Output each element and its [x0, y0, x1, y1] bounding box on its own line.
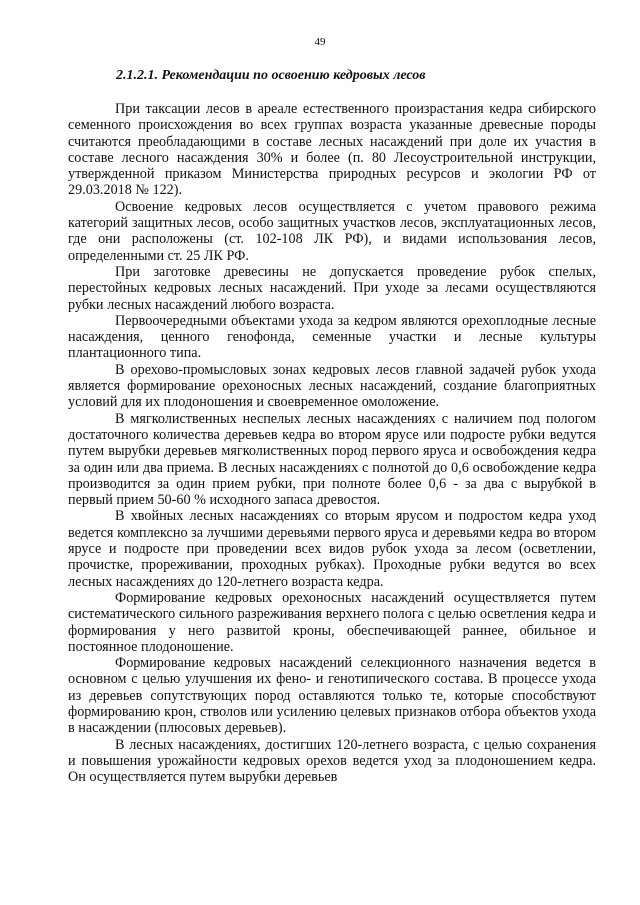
page-number: 49 [314, 36, 326, 48]
paragraph: Первоочередными объектами ухода за кедром являются орехоплодные лесные насаждения, ценного генофонда, семенные участки и лесные культуры плантационного типа. [68, 312, 596, 362]
paragraph: Освоение кедровых лесов осуществляется с учетом правового режима категорий защитных лесов, особо защитных участков лесов, эксплуатационных лесов, где они расположены (ст. 102-108 ЛК РФ), и видами использования лесов, определенными ст. 25 ЛК РФ. [68, 198, 596, 264]
paragraph: В мягколиственных неспелых лесных насаждениях с наличием под пологом достаточного количества деревьев кедра во втором ярусе или подросте рубки ведутся путем вырубки деревьев мягколиственных пород первого яруса и освобождения кедра за один или два приема. В лесных насаждениях с полнотой до 0,6 освобождение кедра производится за один прием рубки, при полноте более 0,6 - за два с вырубкой в первый прием 50-60 % исходного запаса древостоя. [68, 410, 596, 509]
section-title: 2.1.2.1. Рекомендации по освоению кедровых лесов [116, 68, 426, 83]
body-text [68, 101, 596, 785]
paragraph: В лесных насаждениях, достигших 120-летнего возраста, с целью сохранения и повышения урожайности кедровых орехов ведется уход за плодоношением кедра. Он осуществляется путем вырубки деревьев [68, 736, 596, 786]
paragraph: В хвойных лесных насаждениях со вторым ярусом и подростом кедра уход ведется комплексно за лучшими деревьями первого яруса и деревьями кедра во втором ярусе и подросте при проведении всех видов рубок ухода за лесом (осветлении, прочистке, прореживании, проходных рубках). Проходные рубки ведутся во всех лесных насаждениях до 120-летнего возраста кедра. [68, 508, 596, 590]
paragraph: Формирование кедровых орехоносных насаждений осуществляется путем систематического сильного разреживания верхнего полога с целью осветления кедра и формирования у него развитой кроны, обеспечивающей раннее, обильное и постоянное плодоношение. [68, 589, 596, 655]
paragraph: При заготовке древесины не допускается проведение рубок спелых, перестойных кедровых лесных насаждений. При уходе за лесами осуществляются рубки лесных насаждений любого возраста. [68, 263, 596, 313]
paragraph: При таксации лесов в ареале естественного произрастания кедра сибирского семенного происхождения во всех группах возраста указанные древесные породы считаются преобладающими в составе лесных насаждений при доле их участия в составе лесного насаждения 30% и более (п. 80 Лесоустроительной инструкции, утвержденной приказом Министерства природных ресурсов и экологии РФ от 29.03.2018 № 122). [68, 101, 596, 199]
paragraph: В орехово-промысловых зонах кедровых лесов главной задачей рубок ухода является формирование орехоносных лесных насаждений, создание благоприятных условий для их плодоношения и своевременное омоложение. [68, 361, 596, 411]
paragraph: Формирование кедровых насаждений селекционного назначения ведется в основном с целью улучшения их фено- и генотипического состава. В процессе ухода из деревьев сопутствующих пород оставляются только те, которые способствуют формированию крон, стволов или усилению целевых признаков отбора объектов ухода в насаждении (плюсовых деревьев). [68, 655, 596, 737]
